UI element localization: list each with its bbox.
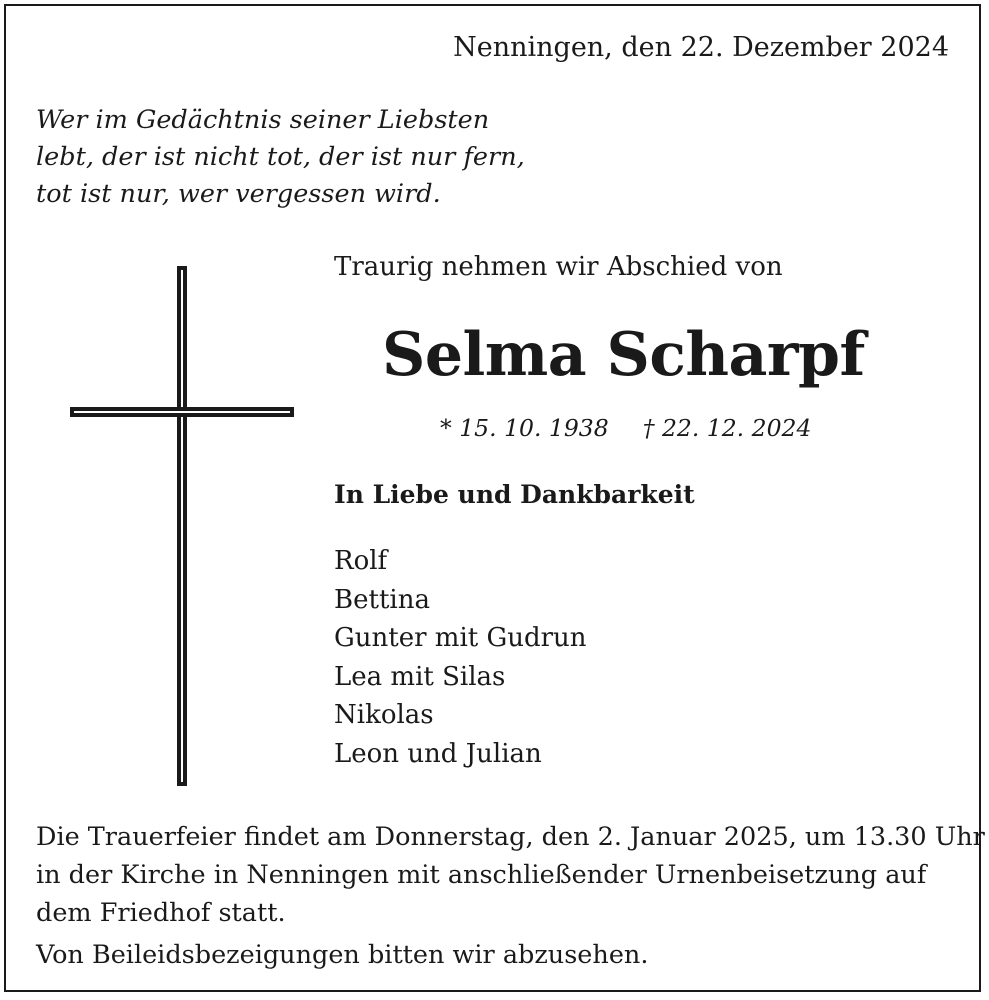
farewell-intro: Traurig nehmen wir Abschied von (334, 252, 783, 282)
memorial-quote (36, 102, 525, 213)
cross-icon (70, 266, 294, 786)
mourners-list (334, 542, 587, 773)
quote-line: lebt, der ist nicht tot, der ist nur fern, (36, 142, 525, 172)
mourner-name: Leon und Julian (334, 738, 542, 769)
mourner-name: Nikolas (334, 700, 434, 730)
obituary-notice (4, 4, 985, 992)
service-line: dem Friedhof statt. (36, 898, 286, 928)
mourner-name: Lea mit Silas (334, 661, 506, 692)
life-dates (440, 414, 811, 442)
dedication: In Liebe und Dankbarkeit (334, 480, 695, 509)
place-date: Nenningen, den 22. Dezember 2024 (453, 32, 949, 63)
mourner-name: Gunter mit Gudrun (334, 623, 587, 653)
mourner-name: Bettina (334, 584, 430, 615)
service-line: Die Trauerfeier findet am Donnerstag, den 2. Januar 2025, um 13.30 Uhr (36, 822, 985, 852)
quote-line: tot ist nur, wer vergessen wird. (36, 179, 441, 209)
mourner-name: Rolf (334, 546, 388, 576)
birth-date: * 15. 10. 1938 (440, 414, 609, 442)
funeral-service-info (36, 818, 985, 932)
deceased-name: Selma Scharpf (382, 320, 865, 390)
death-date: † 22. 12. 2024 (642, 414, 812, 442)
quote-line: Wer im Gedächtnis seiner Liebsten (36, 105, 490, 135)
condolence-note: Von Beileidsbezeigungen bitten wir abzusehen. (36, 940, 649, 970)
service-line: in der Kirche in Nenningen mit anschließender Urnenbeisetzung auf (36, 860, 927, 890)
